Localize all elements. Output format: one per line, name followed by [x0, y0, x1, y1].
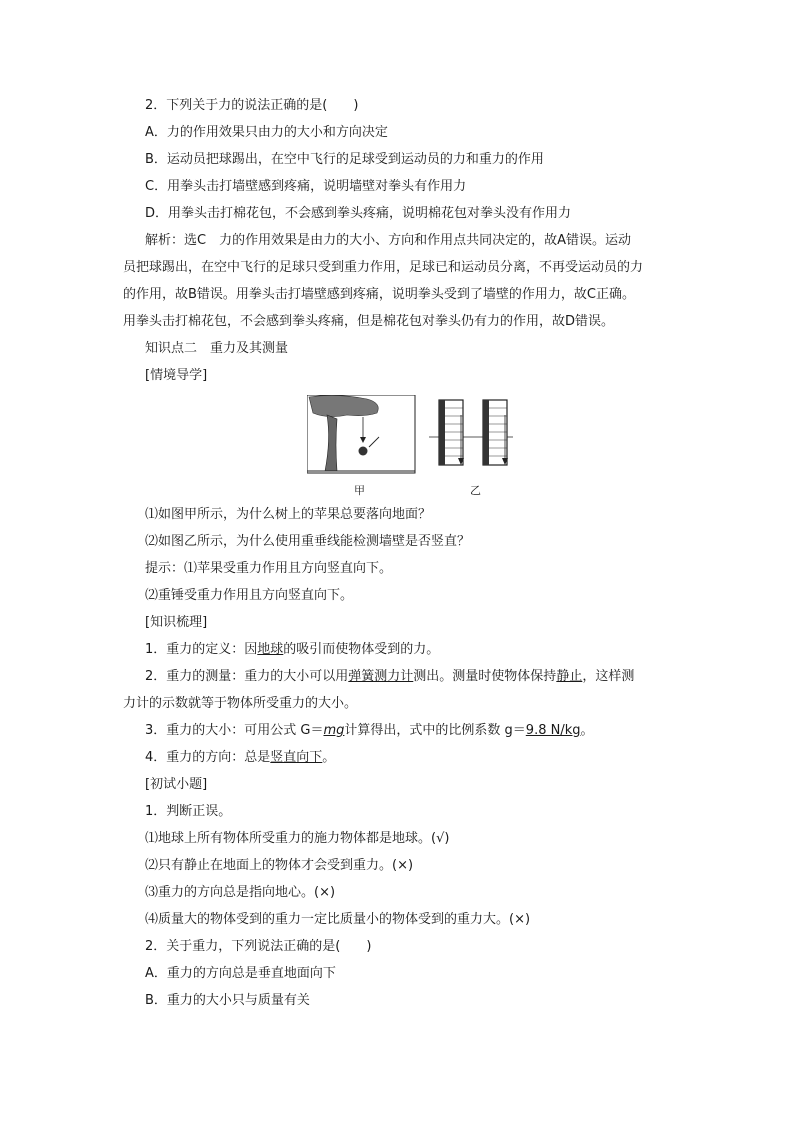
knowledge-1 — [145, 641, 439, 659]
test-2-stem: 2．关于重力，下列说法正确的是( ) — [145, 939, 372, 954]
knowledge-3-mid: 计算得出，式中的比例系数 g＝ — [344, 723, 526, 738]
q2-option-c: C．用拳头击打墙壁感到疼痛，说明墙壁对拳头有作用力 — [145, 179, 467, 194]
wall-illustration — [429, 400, 513, 465]
tree-illustration — [307, 395, 415, 473]
knowledge-1-post: 的吸引而使物体受到的力。 — [283, 642, 440, 657]
analysis-line-4: 用拳头击打棉花包，不会感到拳头疼痛，但是棉花包对拳头仍有力的作用，故D错误。 — [123, 314, 615, 329]
q2-option-d: D．用拳头击打棉花包，不会感到拳头疼痛，说明棉花包对拳头没有作用力 — [145, 206, 572, 221]
knowledge-3-answer-2: 9.8 N/kg — [525, 723, 581, 738]
knowledge-4-post: 。 — [322, 750, 336, 765]
knowledge-2-mid: 测出。测量时使物体保持 — [413, 669, 557, 684]
knowledge-4 — [145, 749, 335, 767]
sort-tag: [知识梳理] — [145, 615, 208, 630]
analysis-line-2: 员把球踢出，在空中飞行的足球只受到重力作用，足球已和运动员分离，不再受运动员的力 — [123, 260, 644, 275]
test-1-item-4: ⑷质量大的物体受到的重力一定比质量小的物体受到的重力大。(×) — [145, 912, 531, 927]
knowledge-4-pre: 4．重力的方向：总是 — [145, 750, 271, 765]
q2-option-b: B．运动员把球踢出，在空中飞行的足球受到运动员的力和重力的作用 — [145, 152, 544, 167]
knowledge-1-answer: 地球 — [257, 642, 284, 657]
analysis-line-3: 的作用，故B错误。用拳头击打墙壁感到疼痛，说明拳头受到了墙壁的作用力，故C正确。 — [123, 287, 635, 302]
hint-2: ⑵重锤受重力作用且方向竖直向下。 — [145, 588, 354, 603]
question-2: ⑵如图乙所示，为什么使用重垂线能检测墙壁是否竖直？ — [145, 534, 471, 549]
test-1-item-3: ⑶重力的方向总是指向地心。(×) — [145, 885, 336, 900]
knowledge-3-post: 。 — [580, 723, 594, 738]
analysis-line-1: 解析：选C 力的作用效果是由力的大小、方向和作用点共同决定的，故A错误。运动 — [145, 233, 631, 248]
test-1: 1．判断正误。 — [145, 804, 232, 819]
knowledge-2 — [145, 668, 634, 686]
knowledge-1-pre: 1．重力的定义：因 — [145, 642, 258, 657]
figure-caption-jia: 甲 — [354, 484, 365, 497]
section-title: 知识点二 重力及其测量 — [145, 341, 289, 356]
knowledge-2-answer-1: 弹簧测力计 — [348, 669, 414, 684]
knowledge-3-answer-1: mg — [323, 723, 345, 738]
question-1: ⑴如图甲所示，为什么树上的苹果总要落向地面？ — [145, 507, 432, 522]
test-1-item-1: ⑴地球上所有物体所受重力的施力物体都是地球。(√) — [145, 831, 450, 846]
test-2-option-b: B．重力的大小只与质量有关 — [145, 993, 310, 1008]
knowledge-2-answer-2: 静止 — [556, 669, 583, 684]
knowledge-3-pre: 3．重力的大小：可用公式 G＝ — [145, 723, 324, 738]
knowledge-3 — [145, 722, 594, 740]
intro-tag: [情境导学] — [145, 368, 208, 383]
gravity-figure — [307, 395, 522, 480]
knowledge-2-pre: 2．重力的测量：重力的大小可以用 — [145, 669, 349, 684]
test-1-item-2: ⑵只有静止在地面上的物体才会受到重力。(×) — [145, 858, 414, 873]
hint-1: 提示：⑴苹果受重力作用且方向竖直向下。 — [145, 561, 393, 576]
figure-caption-yi: 乙 — [470, 484, 481, 497]
knowledge-2-line-2: 力计的示数就等于物体所受重力的大小。 — [123, 696, 358, 711]
q2-option-a: A．力的作用效果只由力的大小和方向决定 — [145, 125, 388, 140]
knowledge-4-answer: 竖直向下 — [270, 750, 323, 765]
knowledge-2-post: ，这样测 — [582, 669, 635, 684]
q2-stem: 2．下列关于力的说法正确的是( ) — [145, 98, 359, 113]
test-tag: [初试小题] — [145, 777, 208, 792]
test-2-option-a: A．重力的方向总是垂直地面向下 — [145, 966, 336, 981]
